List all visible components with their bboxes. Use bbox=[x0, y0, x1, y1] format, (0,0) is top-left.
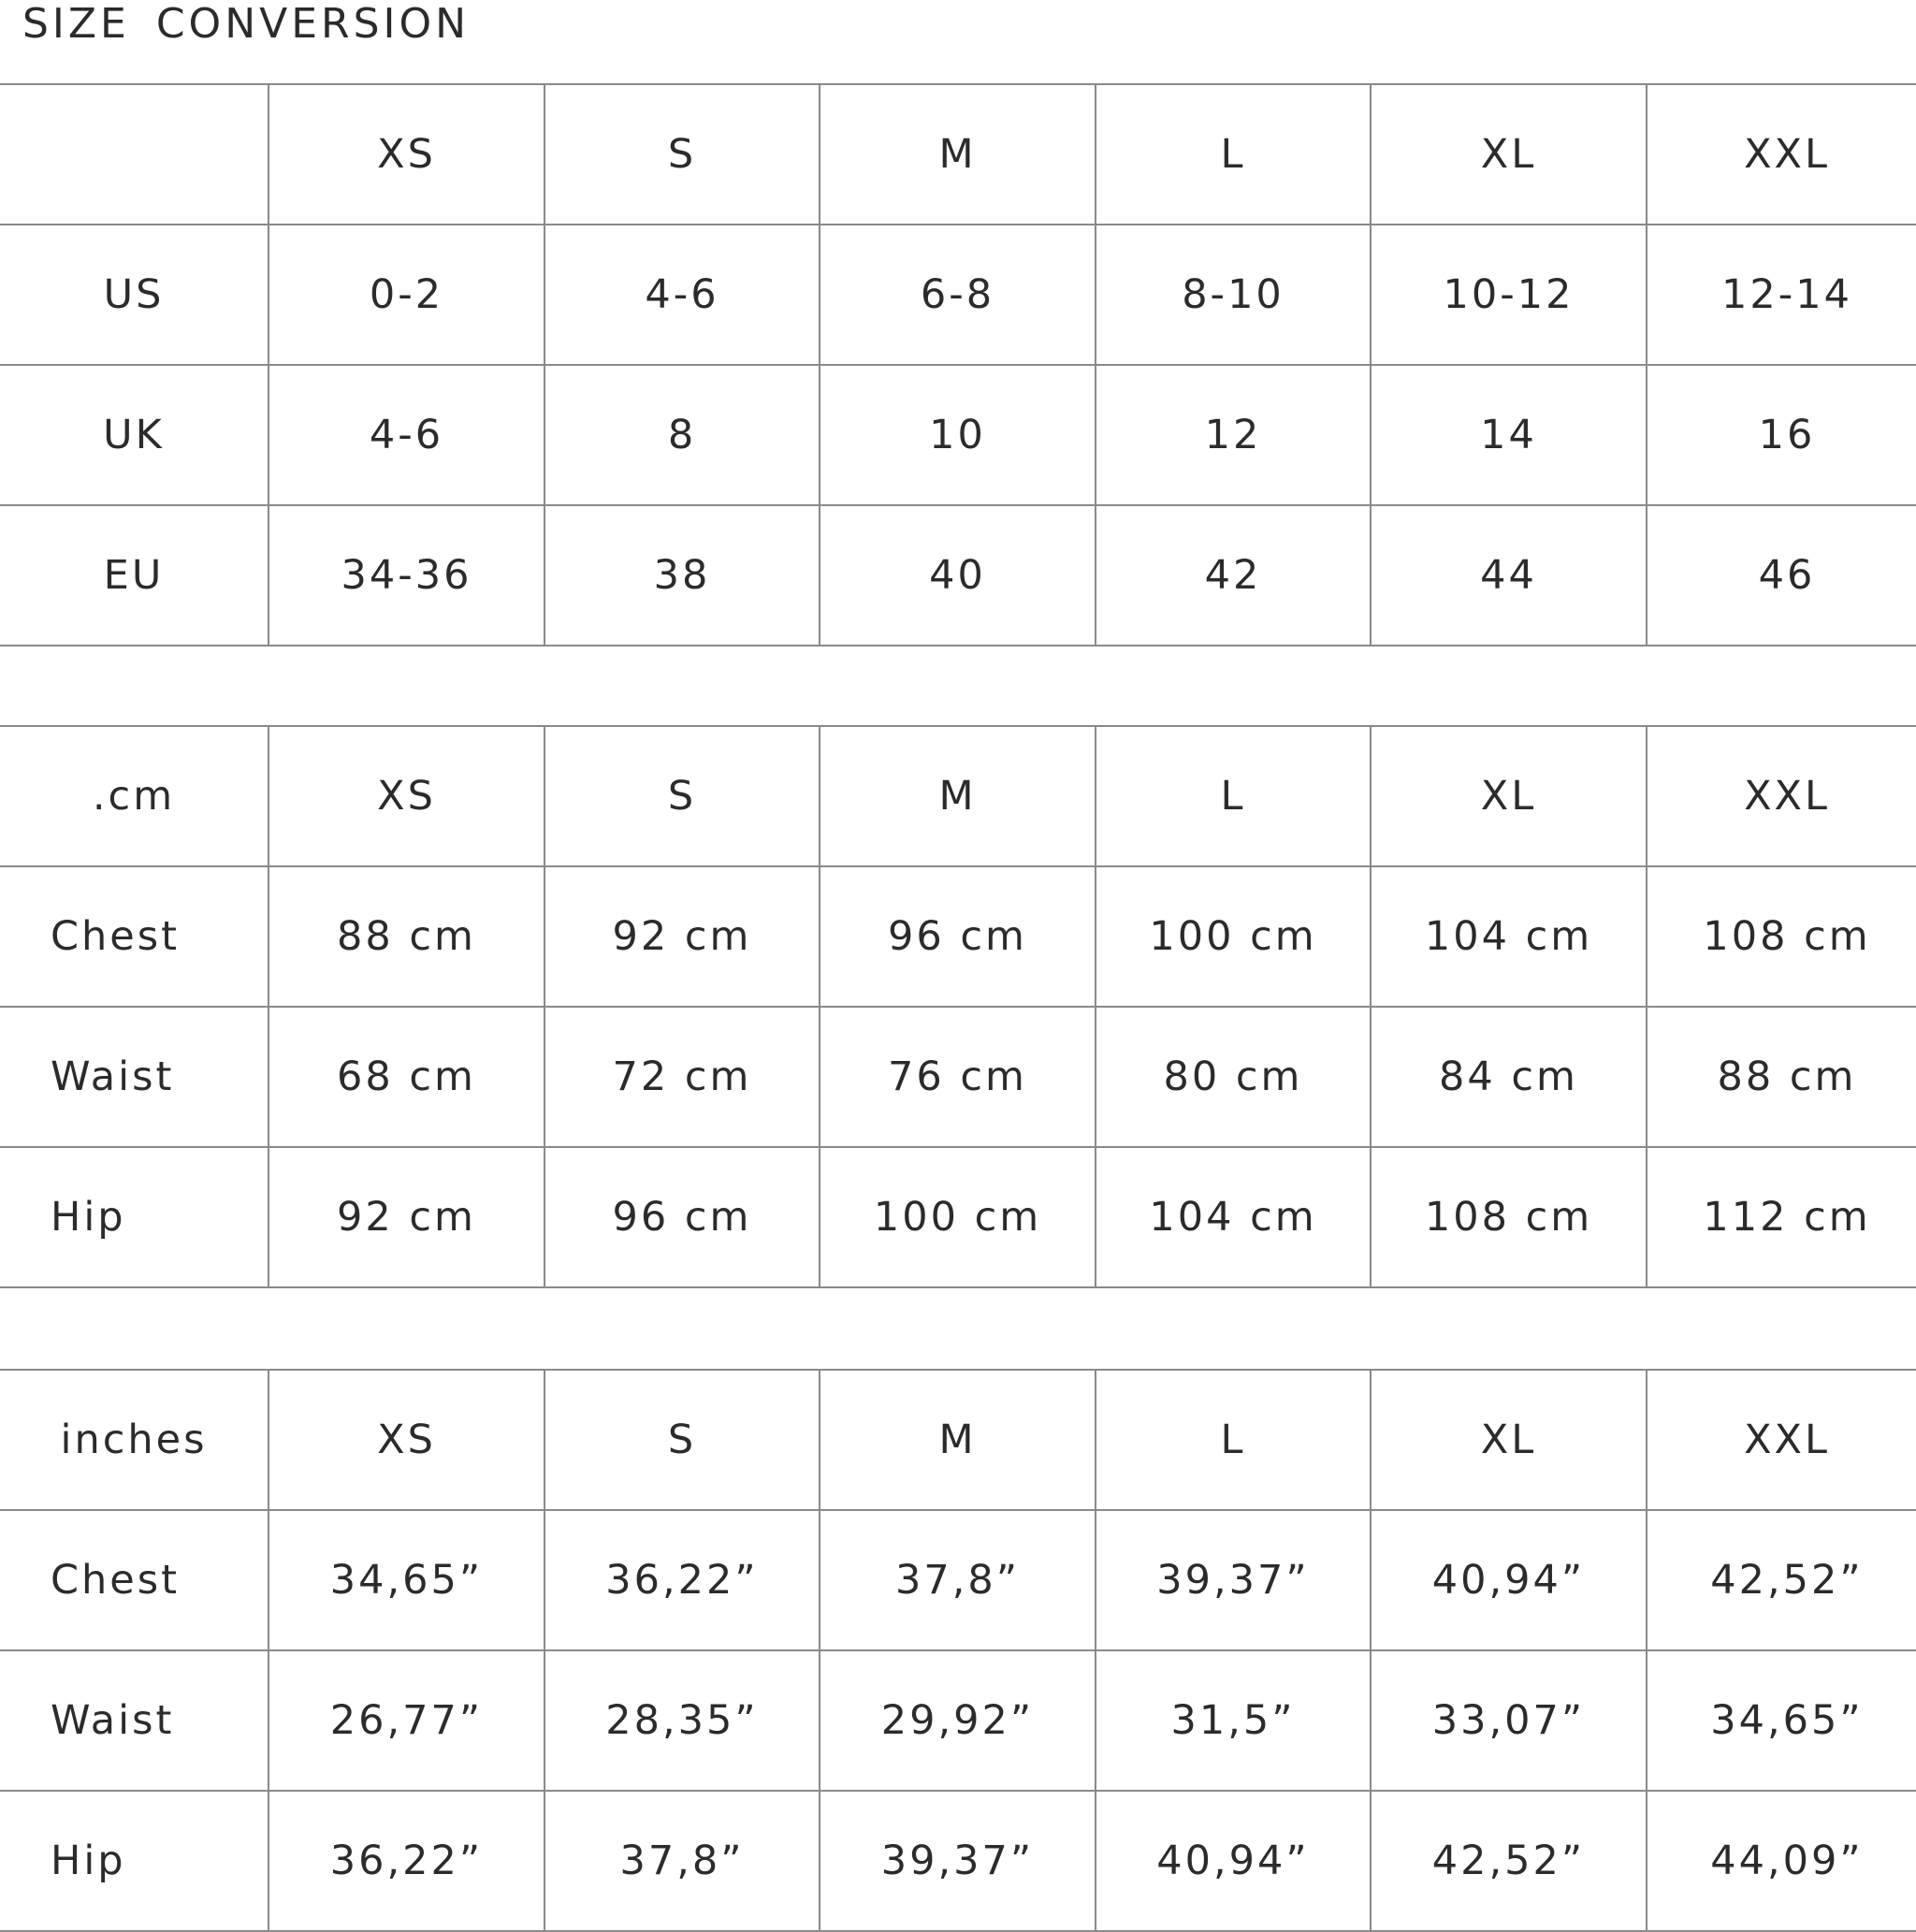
row-label-uk: UK bbox=[0, 365, 269, 505]
table-row bbox=[0, 505, 1916, 646]
table-cell: 39,37” bbox=[1096, 1510, 1371, 1650]
table-cell: 100 cm bbox=[1096, 866, 1371, 1007]
table-cell: 36,22” bbox=[269, 1791, 544, 1931]
table-cell: 92 cm bbox=[269, 1147, 544, 1287]
table-cell: 38 bbox=[544, 505, 820, 646]
table-cell: 34,65” bbox=[269, 1510, 544, 1650]
header-cell-xxl: XXL bbox=[1647, 84, 1916, 225]
header-cell-l: L bbox=[1096, 1370, 1371, 1510]
header-cell-xs: XS bbox=[269, 726, 544, 866]
table-cell: 104 cm bbox=[1096, 1147, 1371, 1287]
table-cell: 42 bbox=[1096, 505, 1371, 646]
header-cell-s: S bbox=[544, 726, 820, 866]
row-label-chest: Chest bbox=[0, 866, 269, 1007]
table-header-row bbox=[0, 1370, 1916, 1510]
table-cell: 40,94” bbox=[1371, 1510, 1647, 1650]
table-header-row bbox=[0, 84, 1916, 225]
table-cell: 96 cm bbox=[544, 1147, 820, 1287]
header-cell-xl: XL bbox=[1371, 84, 1647, 225]
table-row bbox=[0, 1007, 1916, 1147]
table-cell: 72 cm bbox=[544, 1007, 820, 1147]
table-cell: 108 cm bbox=[1371, 1147, 1647, 1287]
header-cell-xs: XS bbox=[269, 1370, 544, 1510]
table-row bbox=[0, 866, 1916, 1007]
table-cell: 44,09” bbox=[1647, 1791, 1916, 1931]
table-cell: 33,07” bbox=[1371, 1650, 1647, 1791]
table-cell: 96 cm bbox=[820, 866, 1096, 1007]
header-cell-m: M bbox=[820, 726, 1096, 866]
table-cell: 36,22” bbox=[544, 1510, 820, 1650]
table-cell: 29,92” bbox=[820, 1650, 1096, 1791]
table-cell: 88 cm bbox=[1647, 1007, 1916, 1147]
table-cell: 112 cm bbox=[1647, 1147, 1916, 1287]
table-cell: 100 cm bbox=[820, 1147, 1096, 1287]
row-label-hip: Hip bbox=[0, 1791, 269, 1931]
table-cell: 37,8” bbox=[820, 1510, 1096, 1650]
table-cell: 80 cm bbox=[1096, 1007, 1371, 1147]
header-cell-s: S bbox=[544, 1370, 820, 1510]
table-cell: 6-8 bbox=[820, 225, 1096, 365]
table-row bbox=[0, 1510, 1916, 1650]
table-cell: 10 bbox=[820, 365, 1096, 505]
table-cell: 12 bbox=[1096, 365, 1371, 505]
size-conversion-table bbox=[0, 83, 1916, 646]
table-cell: 104 cm bbox=[1371, 866, 1647, 1007]
table-cell: 26,77” bbox=[269, 1650, 544, 1791]
table-cell: 31,5” bbox=[1096, 1650, 1371, 1791]
table-row bbox=[0, 1791, 1916, 1931]
table-cell: 108 cm bbox=[1647, 866, 1916, 1007]
header-unit-cell: inches bbox=[0, 1370, 269, 1510]
table-row bbox=[0, 1147, 1916, 1287]
row-label-eu: EU bbox=[0, 505, 269, 646]
table-cell: 88 cm bbox=[269, 866, 544, 1007]
table-cell: 44 bbox=[1371, 505, 1647, 646]
header-cell-m: M bbox=[820, 1370, 1096, 1510]
row-label-us: US bbox=[0, 225, 269, 365]
cm-measurements-table bbox=[0, 725, 1916, 1288]
table-cell: 40 bbox=[820, 505, 1096, 646]
table-cell: 8-10 bbox=[1096, 225, 1371, 365]
table-cell: 37,8” bbox=[544, 1791, 820, 1931]
table-row bbox=[0, 225, 1916, 365]
header-cell-xl: XL bbox=[1371, 1370, 1647, 1510]
header-unit-cell: .cm bbox=[0, 726, 269, 866]
table-cell: 76 cm bbox=[820, 1007, 1096, 1147]
table-cell: 28,35” bbox=[544, 1650, 820, 1791]
table-cell: 68 cm bbox=[269, 1007, 544, 1147]
page-title: SIZE CONVERSION bbox=[22, 0, 471, 48]
header-cell-xxl: XXL bbox=[1647, 1370, 1916, 1510]
table-header-row bbox=[0, 726, 1916, 866]
header-cell-xl: XL bbox=[1371, 726, 1647, 866]
table-cell: 92 cm bbox=[544, 866, 820, 1007]
table-cell: 84 cm bbox=[1371, 1007, 1647, 1147]
header-cell-l: L bbox=[1096, 726, 1371, 866]
table-cell: 34-36 bbox=[269, 505, 544, 646]
header-cell-s: S bbox=[544, 84, 820, 225]
row-label-waist: Waist bbox=[0, 1007, 269, 1147]
header-cell-xxl: XXL bbox=[1647, 726, 1916, 866]
row-label-hip: Hip bbox=[0, 1147, 269, 1287]
table-cell: 4-6 bbox=[544, 225, 820, 365]
table-cell: 10-12 bbox=[1371, 225, 1647, 365]
table-cell: 46 bbox=[1647, 505, 1916, 646]
table-cell: 12-14 bbox=[1647, 225, 1916, 365]
inches-measurements-table bbox=[0, 1369, 1916, 1932]
header-corner-cell bbox=[0, 84, 269, 225]
table-cell: 40,94” bbox=[1096, 1791, 1371, 1931]
table-cell: 34,65” bbox=[1647, 1650, 1916, 1791]
table-row bbox=[0, 365, 1916, 505]
table-row bbox=[0, 1650, 1916, 1791]
table-cell: 8 bbox=[544, 365, 820, 505]
header-cell-m: M bbox=[820, 84, 1096, 225]
row-label-waist: Waist bbox=[0, 1650, 269, 1791]
row-label-chest: Chest bbox=[0, 1510, 269, 1650]
table-cell: 16 bbox=[1647, 365, 1916, 505]
table-cell: 0-2 bbox=[269, 225, 544, 365]
table-cell: 42,52” bbox=[1371, 1791, 1647, 1931]
table-cell: 14 bbox=[1371, 365, 1647, 505]
header-cell-l: L bbox=[1096, 84, 1371, 225]
table-cell: 4-6 bbox=[269, 365, 544, 505]
table-cell: 42,52” bbox=[1647, 1510, 1916, 1650]
table-cell: 39,37” bbox=[820, 1791, 1096, 1931]
header-cell-xs: XS bbox=[269, 84, 544, 225]
